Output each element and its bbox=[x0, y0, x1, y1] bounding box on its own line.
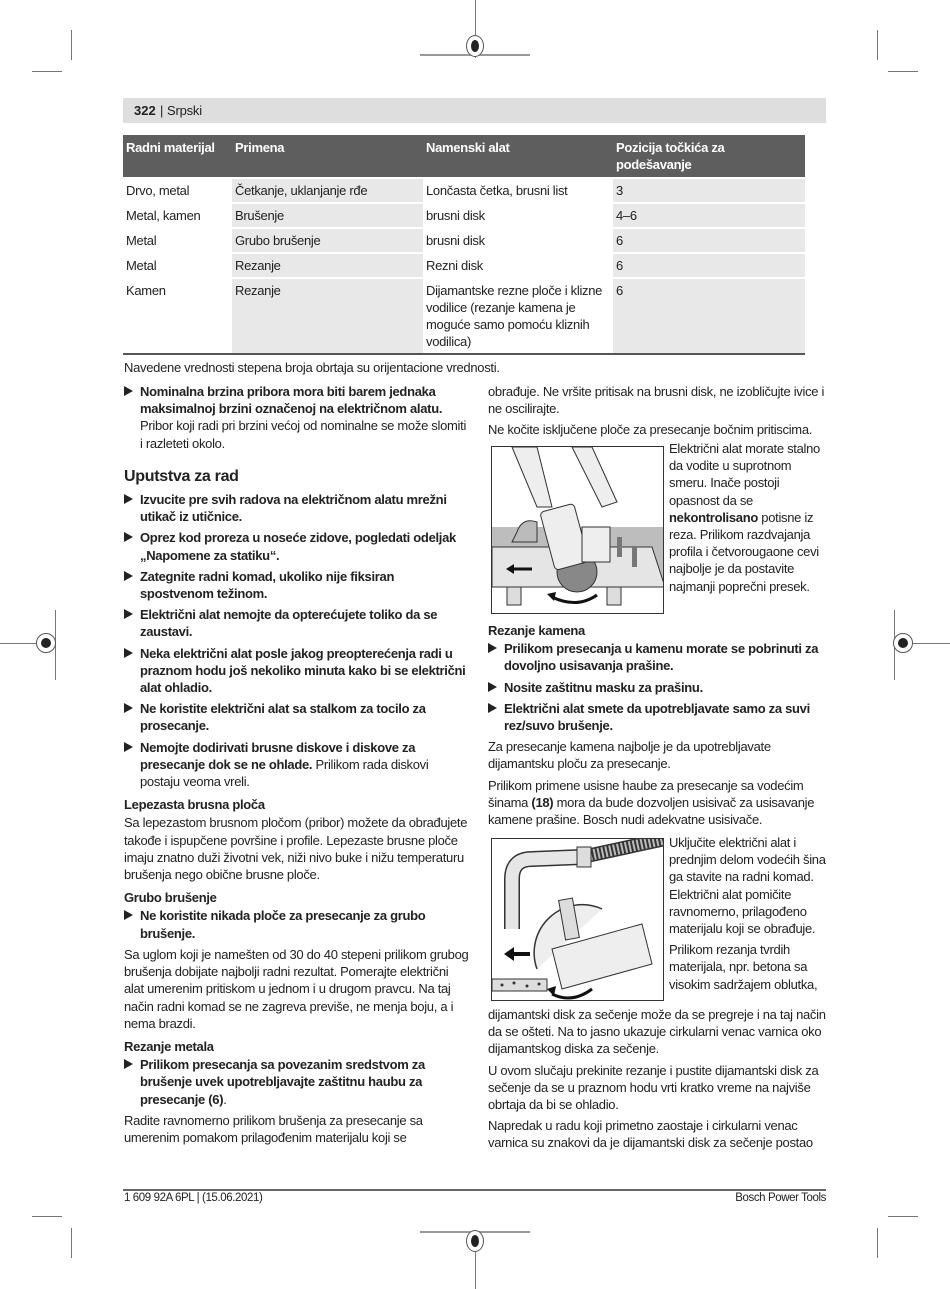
crop-mark bbox=[888, 1216, 918, 1217]
cell-tool: Rezni disk bbox=[423, 253, 613, 278]
crop-mark bbox=[32, 71, 62, 72]
bullet-triangle-icon bbox=[124, 648, 133, 658]
instruction-item: Prilikom presecanja sa povezanim sredstvom za brušenje uvek upotrebljavajte zaštitnu haubu za presecanje (6). bbox=[124, 1056, 469, 1108]
col-header-material: Radni materijal bbox=[123, 135, 232, 178]
stone-cutting-section bbox=[488, 622, 828, 832]
table-row bbox=[123, 228, 805, 253]
cell-application: Rezanje bbox=[232, 253, 423, 278]
instruction-item: Zategnite radni komad, ukoliko nije fiksiran spostvenom težinom. bbox=[124, 568, 469, 602]
bullet-triangle-icon bbox=[124, 494, 133, 504]
crop-mark bbox=[71, 30, 72, 60]
paragraph: U ovom slučaju prekinite rezanje i pustite dijamantski disk za sečenje da se u praznom hodu vrti kratko vreme na najviše obrtaja da bi se ohladio. bbox=[488, 1062, 819, 1113]
page-header bbox=[123, 98, 826, 123]
part-reference: (18) bbox=[531, 794, 554, 810]
instruction-item: Oprez kod proreza u noseće zidove, pogledati odeljak „Napomene za statiku“. bbox=[124, 529, 469, 563]
bullet-triangle-icon bbox=[488, 643, 497, 653]
cell-material: Kamen bbox=[123, 278, 232, 354]
cell-material: Metal bbox=[123, 253, 232, 278]
instruction-item: Električni alat nemojte da opterećujete toliko da se zaustavi. bbox=[124, 606, 469, 640]
cutting-direction-figure bbox=[491, 446, 664, 614]
subsection-title: Rezanje kamena bbox=[488, 623, 585, 638]
bullet-triangle-icon bbox=[124, 703, 133, 713]
instruction-item: Neka električni alat posle jakog preopterećenja radi u praznom hodu još nekoliko minuta kako bi se električni alat ohladio. bbox=[124, 645, 469, 697]
part-reference: (6) bbox=[208, 1091, 224, 1107]
instruction-item: Nemojte dodirivati brusne diskove i diskove za presecanje dok se ne ohlade. Prilikom rada diskovi postaju veoma vreli. bbox=[124, 739, 469, 791]
stone-cutting-continued bbox=[488, 1006, 828, 1156]
left-column bbox=[124, 383, 469, 1150]
figure1-caption: Električni alat morate stalno da vodite u suprotnom smeru. Inače postoji opasnost da se nekontrolisano potisne iz reza. Prilikom razdvajanja profila i četvorougaone cevi najbolje je da postavite najmanji poprečni presek. bbox=[669, 441, 820, 594]
paragraph: Sa lepezastom brusnom pločom (pribor) možete da obrađujete takođe i ispupčene površine i profile. Lepezaste brusne ploče imaju znatno duži životni vek, niži nivo buke i nižu temperaturu brušenja nego obične brusne ploče. bbox=[124, 815, 468, 883]
cell-tool: Lončasta četka, brusni list bbox=[423, 178, 613, 203]
paragraph: Ne kočite isključene ploče za presecanje bočnim pritiscima. bbox=[488, 422, 813, 438]
crop-mark bbox=[888, 71, 918, 72]
bullet-triangle-icon bbox=[124, 609, 133, 619]
table-row bbox=[123, 178, 805, 203]
table-row bbox=[123, 253, 805, 278]
cell-application: Rezanje bbox=[232, 278, 423, 354]
cell-application: Grubo brušenje bbox=[232, 228, 423, 253]
section-title: Uputstva za rad bbox=[124, 467, 239, 485]
header-separator: | bbox=[160, 103, 164, 118]
cell-material: Drvo, metal bbox=[123, 178, 232, 203]
instruction-item: Prilikom presecanja u kamenu morate se pobrinuti za dovoljno usisavanja prašine. bbox=[488, 640, 828, 674]
col-header-application: Primena bbox=[232, 135, 423, 178]
grinder-guide-rail-illustration-icon bbox=[492, 839, 664, 1001]
warning-bold: Nominalna brzina pribora mora biti barem jednaka maksimalnoj brzini označenoj na električnom alatu. bbox=[140, 384, 443, 417]
subsection-title: Lepezasta brusna ploča bbox=[124, 797, 265, 813]
bullet-triangle-icon bbox=[488, 682, 497, 692]
bullet-triangle-icon bbox=[488, 703, 497, 713]
registration-target-icon bbox=[466, 35, 484, 57]
warning-item bbox=[124, 383, 469, 452]
grinder-cutting-illustration-icon bbox=[492, 447, 664, 614]
table-row bbox=[123, 203, 805, 228]
paragraph: obrađuje. Ne vršite pritisak na brusni disk, ne izobličujte ivice i ne oscilirajte. bbox=[488, 384, 825, 417]
paragraph: Za presecanje kamena najbolje je da upotrebljavate dijamantsku ploču za presecanje. bbox=[488, 739, 771, 772]
cell-tool: Dijamantske rezne ploče i klizne vodilice (rezanje kamena je moguće samo pomoću kliznih vodilica) bbox=[423, 278, 613, 354]
paragraph: Sa uglom koji je namešten od 30 do 40 stepeni prilikom grubog brušenja dobijate najbolji radni rezultat. Pomerajte električni alat umerenim pritiskom u jednom i u drugom pravcu. Na taj način radni komad se ne zagreva previše, ne menja boju, a i nema brazdi. bbox=[124, 946, 469, 1031]
speed-settings-table bbox=[123, 135, 805, 355]
registration-target-icon bbox=[36, 633, 56, 653]
cell-tool: brusni disk bbox=[423, 228, 613, 253]
cell-application: Brušenje bbox=[232, 203, 423, 228]
bullet-triangle-icon bbox=[124, 386, 133, 396]
bullet-triangle-icon bbox=[124, 571, 133, 581]
col-header-tool: Namenski alat bbox=[423, 135, 613, 178]
guide-rail-figure bbox=[491, 838, 664, 1001]
subsection-title: Grubo brušenje bbox=[124, 890, 217, 906]
cell-dial-position: 3 bbox=[613, 178, 805, 203]
paragraph: Prilikom primene usisne haube za presecanje sa vodećim šinama (18) mora da bude dozvoljen usisivač za usisavanje kamene prašine. Bosch nudi adekvatne usisivače. bbox=[488, 777, 815, 828]
figure2-caption: Uključite električni alat i prednjim delom vodećih šina ga stavite na radni komad. Električni alat pomičite ravnomerno, prilagođeno materijalu koji se obrađuje. Prilikom rezanja tvrdih materijala, npr. betona sa visokim sadržajem oblutka, bbox=[669, 835, 826, 992]
right-column bbox=[488, 383, 828, 443]
col-header-dial-position: Pozicija točkića za podešavanje bbox=[613, 135, 805, 178]
paragraph: Radite ravnomerno prilikom brušenja za presecanje sa umerenim pomakom prilagođenim materijalu koji se bbox=[124, 1112, 423, 1145]
crop-mark bbox=[71, 1228, 72, 1258]
registration-target-icon bbox=[893, 633, 913, 653]
bullet-triangle-icon bbox=[124, 532, 133, 542]
cell-material: Metal, kamen bbox=[123, 203, 232, 228]
crop-mark bbox=[877, 30, 878, 60]
cell-dial-position: 6 bbox=[613, 253, 805, 278]
language-label: Srpski bbox=[167, 103, 202, 118]
registration-target-icon bbox=[466, 1230, 484, 1252]
document-id: 1 609 92A 6PL | (15.06.2021) bbox=[124, 1192, 263, 1204]
bullet-triangle-icon bbox=[124, 742, 133, 752]
cell-tool: brusni disk bbox=[423, 203, 613, 228]
brand-name: Bosch Power Tools bbox=[735, 1192, 826, 1204]
table-header-row bbox=[123, 135, 805, 178]
warning-text: Pribor koji radi pri brzini većoj od nominalne se može slomiti i razleteti okolo. bbox=[140, 418, 467, 451]
crop-mark bbox=[32, 1216, 62, 1217]
instruction-item: Nosite zaštitnu masku za prašinu. bbox=[488, 679, 828, 696]
footer-divider bbox=[123, 1189, 826, 1191]
paragraph: dijamantski disk za sečenje može da se pregreje i na taj način da se ošteti. Na to jasno ukazuje cirkularni venac varnica oko dijamantskog diska za sečenje. bbox=[488, 1007, 826, 1057]
table-row bbox=[123, 278, 805, 354]
instruction-item: Električni alat smete da upotrebljavate samo za suvi rez/suvo brušenje. bbox=[488, 700, 828, 734]
cell-application: Četkanje, uklanjanje rđe bbox=[232, 178, 423, 203]
crop-mark bbox=[877, 1228, 878, 1258]
table-note: Navedene vrednosti stepena broja obrtaja su orijentacione vrednosti. bbox=[124, 360, 500, 375]
paragraph: Napredak u radu koji primetno zaostaje i cirkularni venac varnica su znakovi da je dijamantski disk za sečenje postao bbox=[488, 1118, 813, 1151]
instruction-item: Ne koristite nikada ploče za presecanje za grubo brušenje. bbox=[124, 907, 469, 941]
cell-dial-position: 6 bbox=[613, 278, 805, 354]
instruction-item: Ne koristite električni alat sa stalkom za tocilo za prosecanje. bbox=[124, 700, 469, 734]
bullet-triangle-icon bbox=[124, 910, 133, 920]
cell-dial-position: 4–6 bbox=[613, 203, 805, 228]
subsection-title: Rezanje metala bbox=[124, 1038, 214, 1054]
page-number: 322 bbox=[134, 103, 156, 118]
bullet-triangle-icon bbox=[124, 1059, 133, 1069]
instruction-item: Izvucite pre svih radova na električnom alatu mrežni utikač iz utičnice. bbox=[124, 491, 469, 525]
cell-material: Metal bbox=[123, 228, 232, 253]
cell-dial-position: 6 bbox=[613, 228, 805, 253]
